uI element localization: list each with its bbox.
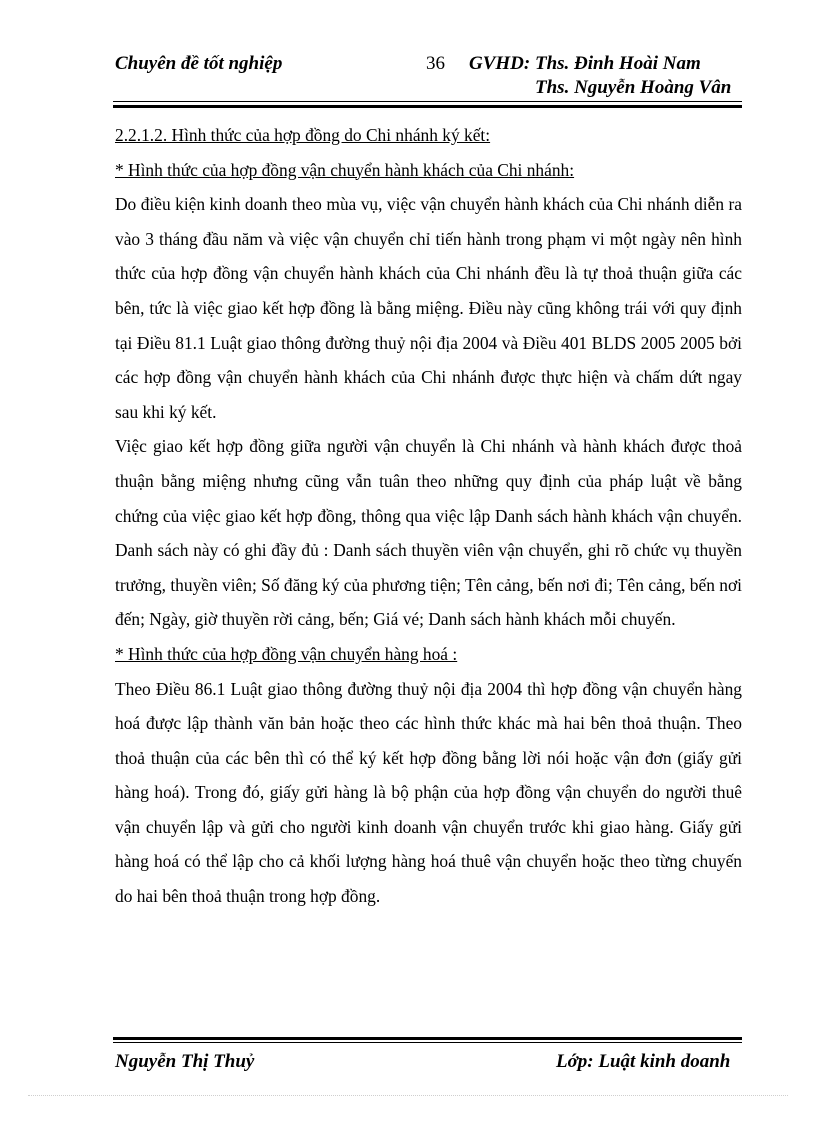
paragraph-2: Việc giao kết hợp đồng giữa người vận chuyển là Chi nhánh và hành khách được thoả thuận bằng miệng nhưng cũng vẫn tuân theo những quy định của pháp luật về bằng chứng của việc giao kết hợp đồng, thông qua việc lập Danh sách hành khách vận chuyển. Danh sách này có ghi đầy đủ : Danh sách thuyền viên vận chuyển, ghi rõ chức vụ thuyền trưởng, thuyền viên; Số đăng ký của phương tiện; Tên cảng, bến nơi đi; Tên cảng, bến nơi đến; Ngày, giờ thuyền rời cảng, bến; Giá vé; Danh sách hành khách mỗi chuyến. — [115, 436, 742, 630]
body-content — [115, 118, 742, 914]
page-number: 36 — [426, 53, 445, 74]
footer-author: Nguyễn Thị Thuỷ — [115, 1051, 255, 1072]
footer-rule-thick — [113, 1037, 742, 1040]
sub-heading-cargo: * Hình thức của hợp đồng vận chuyển hàng hoá : — [115, 643, 458, 664]
sub-heading-passenger: * Hình thức của hợp đồng vận chuyển hành khách của Chi nhánh: — [115, 159, 575, 180]
header-rule-thick — [113, 105, 742, 108]
header-advisor-2: Ths. Nguyễn Hoàng Vân — [535, 77, 732, 98]
page-edge-dotted-line — [28, 1095, 788, 1096]
footer-rule-thin — [113, 1042, 742, 1043]
header-advisor-1: GVHD: Ths. Đinh Hoài Nam — [469, 53, 701, 74]
paragraph-3: Theo Điều 86.1 Luật giao thông đường thuỷ nội địa 2004 thì hợp đồng vận chuyển hàng hoá được lập thành văn bản hoặc theo các hình thức khác mà hai bên thoả thuận. Theo thoả thuận của các bên thì có thể ký kết hợp đồng bằng lời nói hoặc vận đơn (giấy gửi hàng hoá). Trong đó, giấy gửi hàng là bộ phận của hợp đồng vận chuyển do người thuê vận chuyển lập và gửi cho người kinh doanh vận chuyển trước khi giao hàng. Giấy gửi hàng hoá có thể lập cho cả khối lượng hàng hoá thuê vận chuyển hoặc theo từng chuyến do hai bên thoả thuận trong hợp đồng. — [115, 678, 742, 907]
header-rule-thin — [113, 101, 742, 102]
header-title: Chuyên đề tốt nghiệp — [115, 53, 283, 74]
paragraph-1: Do điều kiện kinh doanh theo mùa vụ, việc vận chuyển hành khách của Chi nhánh diễn ra vào 3 tháng đầu năm và việc vận chuyển chỉ tiến hành trong phạm vi một ngày nên hình thức của hợp đồng vận chuyển hành khách của Chi nhánh đều là tự thoả thuận giữa các bên, tức là việc giao kết hợp đồng là bằng miệng. Điều này cũng không trái với quy định tại Điều 81.1 Luật giao thông đường thuỷ nội địa 2004 và Điều 401 BLDS 2005 2005 bởi các hợp đồng vận chuyển hành khách của Chi nhánh được thực hiện và chấm dứt ngay sau khi ký kết. — [115, 194, 742, 422]
footer-class: Lớp: Luật kinh doanh — [556, 1051, 731, 1072]
section-heading: 2.2.1.2. Hình thức của hợp đồng do Chi nhánh ký kết: — [115, 125, 491, 145]
